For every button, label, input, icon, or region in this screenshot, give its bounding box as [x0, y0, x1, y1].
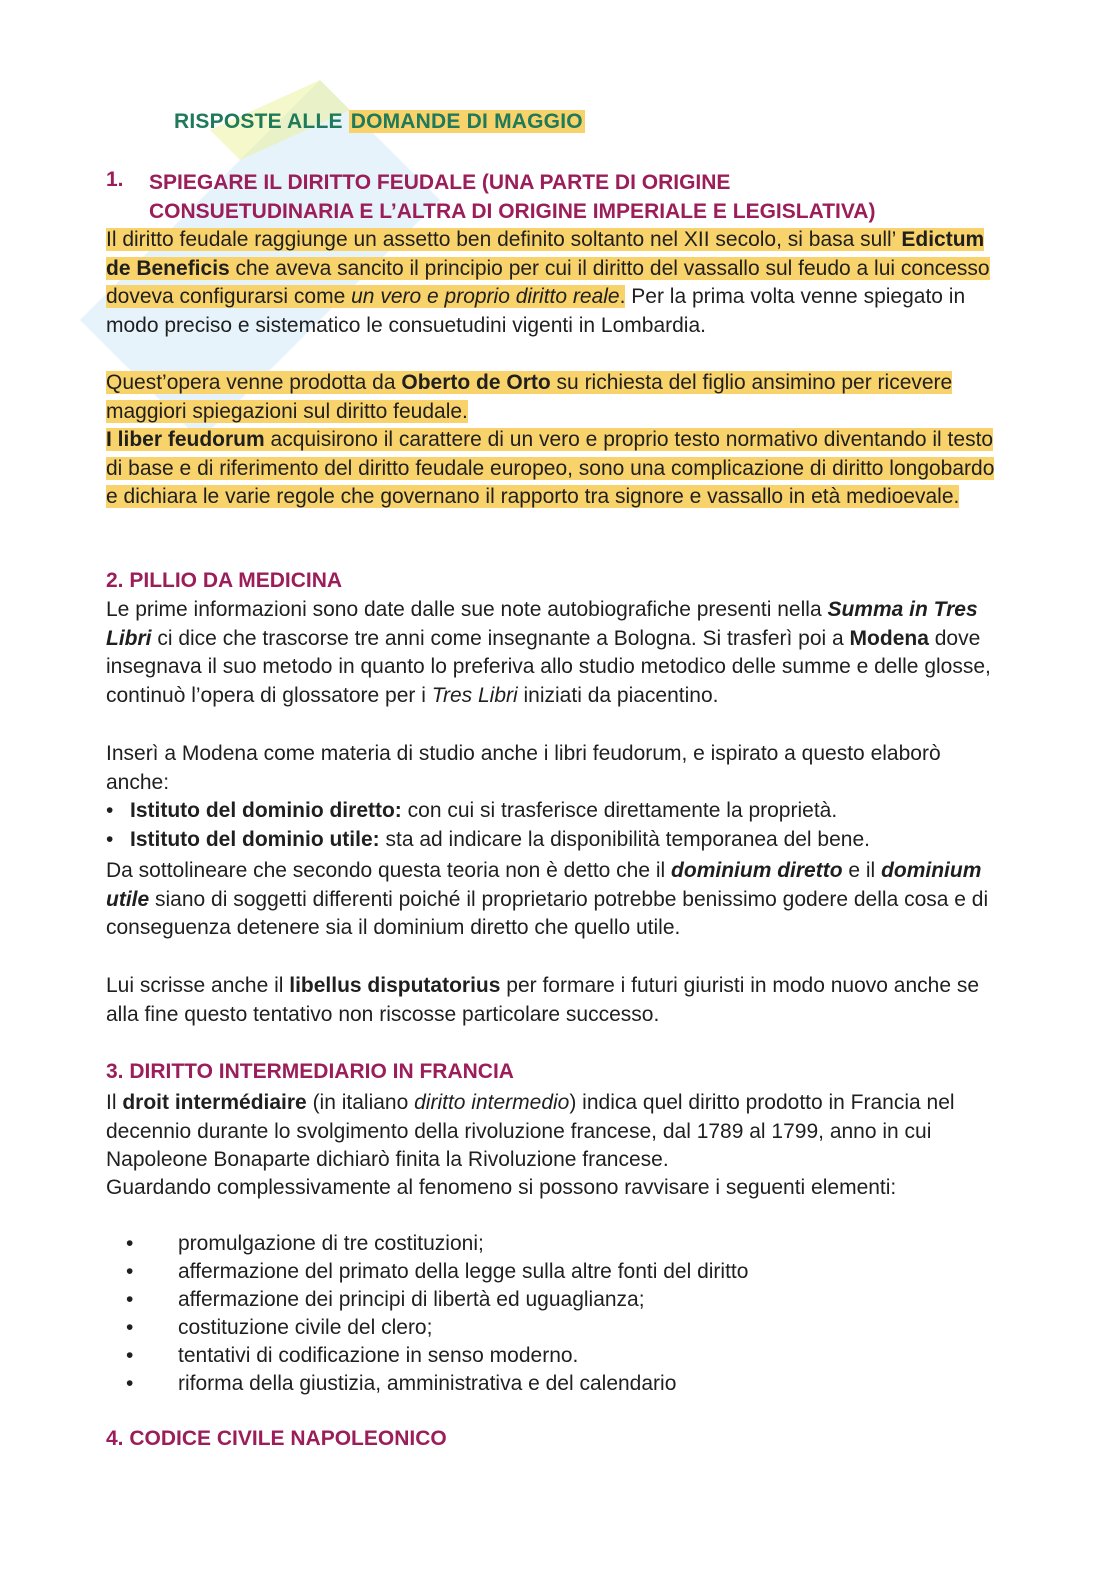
- section2-bullet-1: • Istituto del dominio diretto: con cui si trasferisce direttamente la proprietà.: [106, 799, 838, 822]
- section1-paragraph-1: Il diritto feudale raggiunge un assetto ben definito soltanto nel XII secolo, si basa sull’ Edictum de Beneficis che aveva sancito il principio per cui il diritto del vassallo sul feudo a lui concesso doveva configurarsi come un vero e proprio diritto reale. Per la prima volta venne spiegato in modo preciso e sistematico le consuetudini vigenti in Lombardia.: [106, 228, 990, 337]
- section2-paragraph-2: Inserì a Modena come materia di studio anche i libri feudorum, e ispirato a questo elaborò anche:: [106, 742, 941, 794]
- list-item: [106, 1230, 1006, 1258]
- section2-paragraph-4: Lui scrisse anche il libellus disputatorius per formare i futuri giuristi in modo nuovo anche se alla fine questo tentativo non riscosse particolare successo.: [106, 974, 980, 1026]
- section3-heading: 3. DIRITTO INTERMEDIARIO IN FRANCIA: [106, 1060, 514, 1083]
- list-item-text: costituzione civile del clero;: [178, 1316, 433, 1339]
- section3-paragraph-1: Il droit intermédiaire (in italiano diritto intermedio) indica quel diritto prodotto in Francia nel decennio durante lo svolgimento della rivoluzione francese, dal 1789 al 1799, anno in cui Napoleone Bonaparte dichiarò finita la Rivoluzione francese.: [106, 1091, 955, 1171]
- bullet-icon: •: [126, 1288, 134, 1311]
- section3-paragraph-2: Guardando complessivamente al fenomeno si possono ravvisare i seguenti elementi:: [106, 1176, 897, 1199]
- list-item: [106, 1258, 1006, 1286]
- section1-paragraph-3: I liber feudorum acquisirono il carattere di un vero e proprio testo normativo diventando il testo di base e di riferimento del diritto feudale europeo, sono una complicazione di diritto longobardo e dichiara le varie regole che governano il rapporto tra signore e vassallo in età medioevale.: [106, 428, 995, 508]
- bullet-icon: •: [126, 1344, 134, 1367]
- bullet-icon: •: [126, 1316, 134, 1339]
- section2-paragraph-3: Da sottolineare che secondo questa teoria non è detto che il dominium diretto e il dominium utile siano di soggetti differenti poiché il proprietario potrebbe benissimo godere della cosa e di conseguenza detenere sia il dominium diretto che quello utile.: [106, 859, 989, 939]
- bullet-icon: •: [126, 1372, 134, 1395]
- list-item: [106, 1370, 1006, 1398]
- section1-paragraph-2: Quest’opera venne prodotta da Oberto de Orto su richiesta del figlio ansimino per ricevere maggiori spiegazioni sul diritto feudale.: [106, 371, 953, 423]
- list-item: [106, 1342, 1006, 1370]
- section2-heading: 2. PILLIO DA MEDICINA: [106, 569, 343, 592]
- section2-bullet-2: • Istituto del dominio utile: sta ad indicare la disponibilità temporanea del bene.: [106, 828, 870, 851]
- list-item-text: tentativi di codificazione in senso moderno.: [178, 1344, 579, 1367]
- section4-heading: 4. CODICE CIVILE NAPOLEONICO: [106, 1427, 447, 1450]
- list-item-text: affermazione del primato della legge sulla altre fonti del diritto: [178, 1260, 749, 1283]
- bullet-icon: •: [126, 1232, 134, 1255]
- section1-heading: 1. SPIEGARE IL DIRITTO FEUDALE (UNA PARTE DI ORIGINE CONSUETUDINARIA E L’ALTRA DI ORIGINE IMPERIALE E LEGISLATIVA): [106, 168, 876, 223]
- page-title: RISPOSTE ALLE DOMANDE DI MAGGIO: [174, 110, 583, 133]
- list-item-text: promulgazione di tre costituzioni;: [178, 1232, 484, 1255]
- section2-paragraph-1: Le prime informazioni sono date dalle sue note autobiografiche presenti nella Summa in Tres Libri ci dice che trascorse tre anni come insegnante a Bologna. Si trasferì poi a Modena dove insegnava il suo metodo in quanto lo preferiva allo studio metodico delle summe e delle glosse, continuò l’opera di glossatore per i Tres Libri iniziati da piacentino.: [106, 598, 991, 707]
- list-item: [106, 1286, 1006, 1314]
- list-item-text: riforma della giustizia, amministrativa e del calendario: [178, 1372, 677, 1395]
- section3-list: [106, 1230, 1006, 1398]
- bullet-icon: •: [126, 1260, 134, 1283]
- list-item-text: affermazione dei principi di libertà ed uguaglianza;: [178, 1288, 645, 1311]
- list-item: [106, 1314, 1006, 1342]
